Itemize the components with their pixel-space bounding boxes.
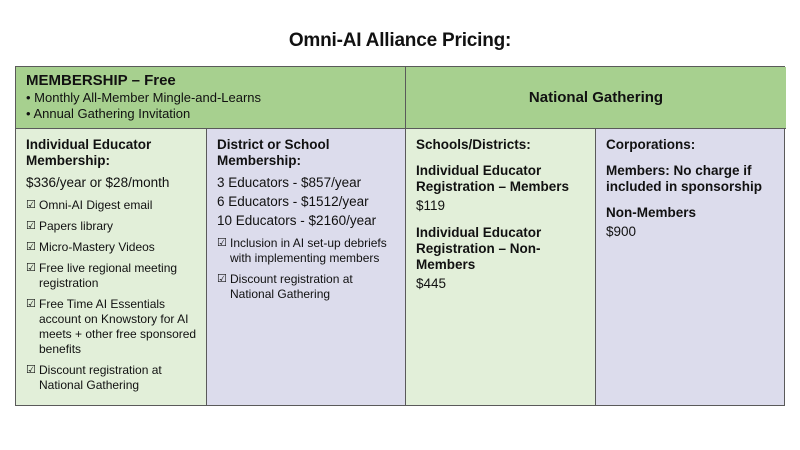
list-item: ☑ Free Time AI Essentials account on Knowstory for AI meets + other free sponsored benefits bbox=[26, 297, 197, 356]
list-item: ☑ Omni-AI Digest email bbox=[26, 198, 153, 212]
schools-member-label: Individual Educator Registration – Members bbox=[416, 163, 570, 194]
checkbox-icon: ☑ bbox=[217, 237, 227, 249]
schools-districts-cell bbox=[406, 129, 596, 405]
checkbox-icon: ☑ bbox=[217, 273, 227, 285]
membership-bullet: • Monthly All-Member Mingle-and-Learns bbox=[26, 90, 262, 105]
pricing-table bbox=[15, 66, 785, 406]
checkbox-icon: ☑ bbox=[26, 364, 36, 376]
schools-nonmember-price: $445 bbox=[416, 276, 447, 291]
list-item: ☑ Discount registration at National Gathering bbox=[26, 363, 162, 392]
membership-heading: MEMBERSHIP – Free bbox=[26, 72, 176, 89]
checkbox-icon: ☑ bbox=[26, 262, 36, 274]
district-price: 6 Educators - $1512/year bbox=[217, 194, 369, 209]
list-item: ☑ Free live regional meeting registration bbox=[26, 261, 178, 290]
corporations-nonmember-label: Non-Members bbox=[606, 205, 697, 220]
national-gathering-header-cell bbox=[406, 67, 786, 129]
corporations-member-label: Members: No charge if included in sponsorship bbox=[606, 163, 763, 194]
list-item: ☑ Inclusion in AI set-up debriefs with implementing members bbox=[217, 236, 387, 265]
checkbox-icon: ☑ bbox=[26, 241, 36, 253]
checkbox-icon: ☑ bbox=[26, 298, 36, 310]
national-gathering-heading: National Gathering bbox=[528, 89, 664, 106]
schools-nonmember-label: Individual Educator Registration – Non-Members bbox=[416, 225, 542, 272]
list-item: ☑ Micro-Mastery Videos bbox=[26, 240, 155, 254]
membership-bullet: • Annual Gathering Invitation bbox=[26, 106, 191, 121]
district-heading: District or School Membership: bbox=[217, 137, 330, 168]
membership-header-cell bbox=[16, 67, 406, 129]
individual-membership-cell bbox=[16, 129, 207, 405]
list-item: ☑ Discount registration at National Gathering bbox=[217, 272, 353, 301]
district-benefits-list bbox=[217, 236, 399, 302]
page-title: Omni-AI Alliance Pricing: bbox=[288, 30, 512, 51]
corporations-cell bbox=[596, 129, 784, 405]
individual-price: $336/year or $28/month bbox=[26, 175, 170, 190]
district-membership-cell bbox=[207, 129, 406, 405]
schools-member-price: $119 bbox=[416, 198, 446, 213]
individual-benefits-list bbox=[26, 198, 200, 393]
schools-heading: Schools/Districts: bbox=[416, 137, 531, 152]
checkbox-icon: ☑ bbox=[26, 220, 36, 232]
district-price: 10 Educators - $2160/year bbox=[217, 213, 377, 228]
corporations-heading: Corporations: bbox=[606, 137, 696, 152]
checkbox-icon: ☑ bbox=[26, 199, 36, 211]
list-item: ☑ Papers library bbox=[26, 219, 114, 233]
district-price: 3 Educators - $857/year bbox=[217, 175, 362, 190]
individual-heading: Individual Educator Membership: bbox=[26, 137, 152, 168]
corporations-nonmember-price: $900 bbox=[606, 224, 637, 239]
